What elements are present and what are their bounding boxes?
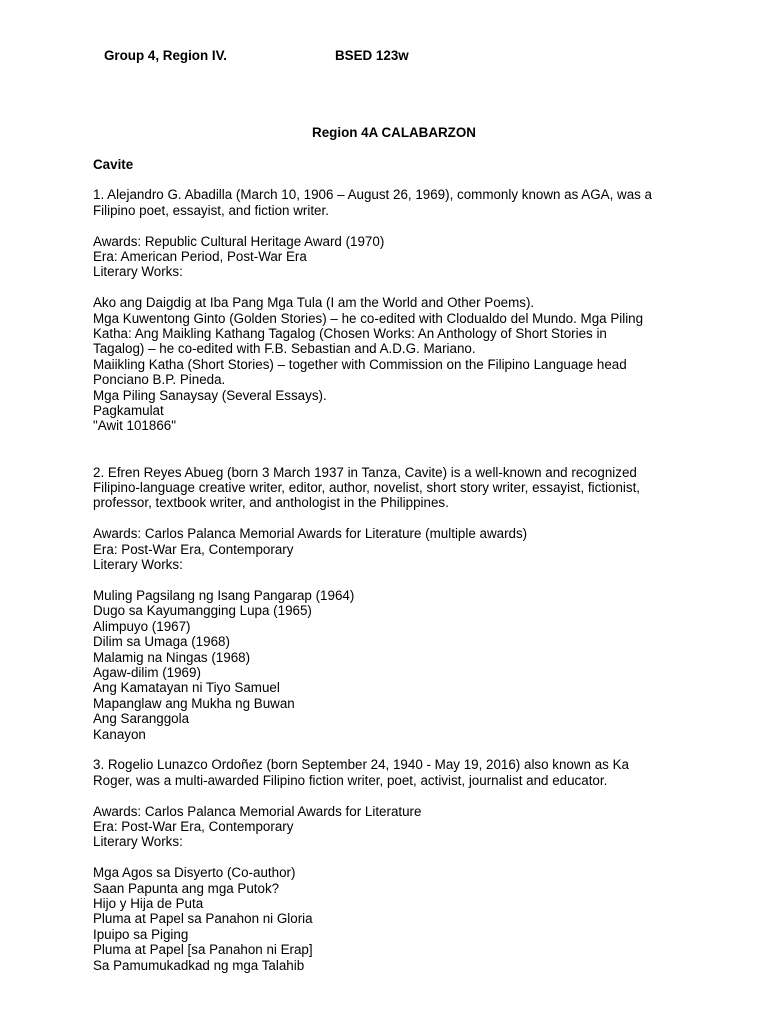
era-line: Era: Post-War Era, Contemporary <box>93 818 294 834</box>
author-entry <box>93 465 703 742</box>
author-intro <box>93 187 703 218</box>
region-title: Region 4A CALABARZON <box>312 125 476 140</box>
intro-line: professor, textbook writer, and anthologist in the Philippines. <box>93 495 449 511</box>
intro-line: Filipino poet, essayist, and fiction writer. <box>93 202 329 218</box>
header-group: Group 4, Region IV. <box>104 48 228 63</box>
intro-line: Filipino-language creative writer, editor, author, novelist, short story writer, essayist, fictionist, <box>93 480 641 496</box>
intro-line: 2. Efren Reyes Abueg (born 3 March 1937 in Tanza, Cavite) is a well-known and recognized <box>93 464 637 480</box>
work-item: Mga Kuwentong Ginto (Golden Stories) – he co-edited with Clodualdo del Mundo. Mga Piling <box>93 310 644 326</box>
era-line: Era: Post-War Era, Contemporary <box>93 541 294 557</box>
intro-line: 1. Alejandro G. Abadilla (March 10, 1906 – August 26, 1969), commonly known as AGA, was a <box>93 187 653 203</box>
works-label: Literary Works: <box>93 264 183 280</box>
work-item: Pluma at Papel sa Panahon ni Gloria <box>93 911 313 927</box>
author-entry <box>93 187 703 433</box>
works-label: Literary Works: <box>93 557 183 573</box>
work-item: Tagalog) – he co-edited with F.B. Sebastian and A.D.G. Mariano. <box>93 341 476 357</box>
works-list <box>93 588 703 742</box>
work-item: Malamig na Ningas (1968) <box>93 649 251 665</box>
work-item: Muling Pagsilang ng Isang Pangarap (1964) <box>93 587 355 603</box>
awards-line: Awards: Carlos Palanca Memorial Awards for Literature (multiple awards) <box>93 526 528 542</box>
works-label: Literary Works: <box>93 834 183 850</box>
work-item: Pluma at Papel [sa Panahon ni Erap] <box>93 942 313 958</box>
work-item: Hijo y Hija de Puta <box>93 895 204 911</box>
work-item: Kanayon <box>93 726 146 742</box>
awards-line: Awards: Republic Cultural Heritage Award (1970) <box>93 233 385 249</box>
work-item: Alimpuyo (1967) <box>93 618 191 634</box>
work-item: Ponciano B.P. Pineda. <box>93 372 226 388</box>
work-item: Dugo sa Kayumangging Lupa (1965) <box>93 603 312 619</box>
work-item: Ang Saranggola <box>93 711 190 727</box>
work-item: Pagkamulat <box>93 403 164 419</box>
work-item: Mapanglaw ang Mukha ng Buwan <box>93 695 295 711</box>
author-intro <box>93 465 703 511</box>
work-item: Maiikling Katha (Short Stories) – together with Commission on the Filipino Language head <box>93 356 627 372</box>
document-body <box>93 157 703 973</box>
work-item: Ang Kamatayan ni Tiyo Samuel <box>93 680 280 696</box>
work-item: Dilim sa Umaga (1968) <box>93 634 230 650</box>
work-item: Ipuipo sa Piging <box>93 926 189 942</box>
works-list <box>93 865 703 973</box>
work-item: Agaw-dilim (1969) <box>93 664 201 680</box>
intro-line: Roger, was a multi-awarded Filipino fiction writer, poet, activist, journalist and educator. <box>93 772 608 788</box>
work-item: Mga Agos sa Disyerto (Co-author) <box>93 865 296 881</box>
work-item: "Awit 101866" <box>93 418 176 434</box>
work-item: Katha: Ang Maikling Kathang Tagalog (Chosen Works: An Anthology of Short Stories in <box>93 326 607 342</box>
author-entry <box>93 757 703 973</box>
header-course: BSED 123w <box>335 48 409 63</box>
author-intro <box>93 757 703 788</box>
works-list <box>93 295 703 434</box>
awards-line: Awards: Carlos Palanca Memorial Awards for Literature <box>93 803 422 819</box>
work-item: Mga Piling Sanaysay (Several Essays). <box>93 387 327 403</box>
work-item: Saan Papunta ang mga Putok? <box>93 880 280 896</box>
work-item: Ako ang Daigdig at Iba Pang Mga Tula (I am the World and Other Poems). <box>93 295 535 311</box>
intro-line: 3. Rogelio Lunazco Ordoñez (born September 24, 1940 - May 19, 2016) also known as Ka <box>93 757 629 773</box>
work-item: Sa Pamumukadkad ng mga Talahib <box>93 957 305 973</box>
province-heading: Cavite <box>93 157 134 172</box>
era-line: Era: American Period, Post-War Era <box>93 249 307 265</box>
